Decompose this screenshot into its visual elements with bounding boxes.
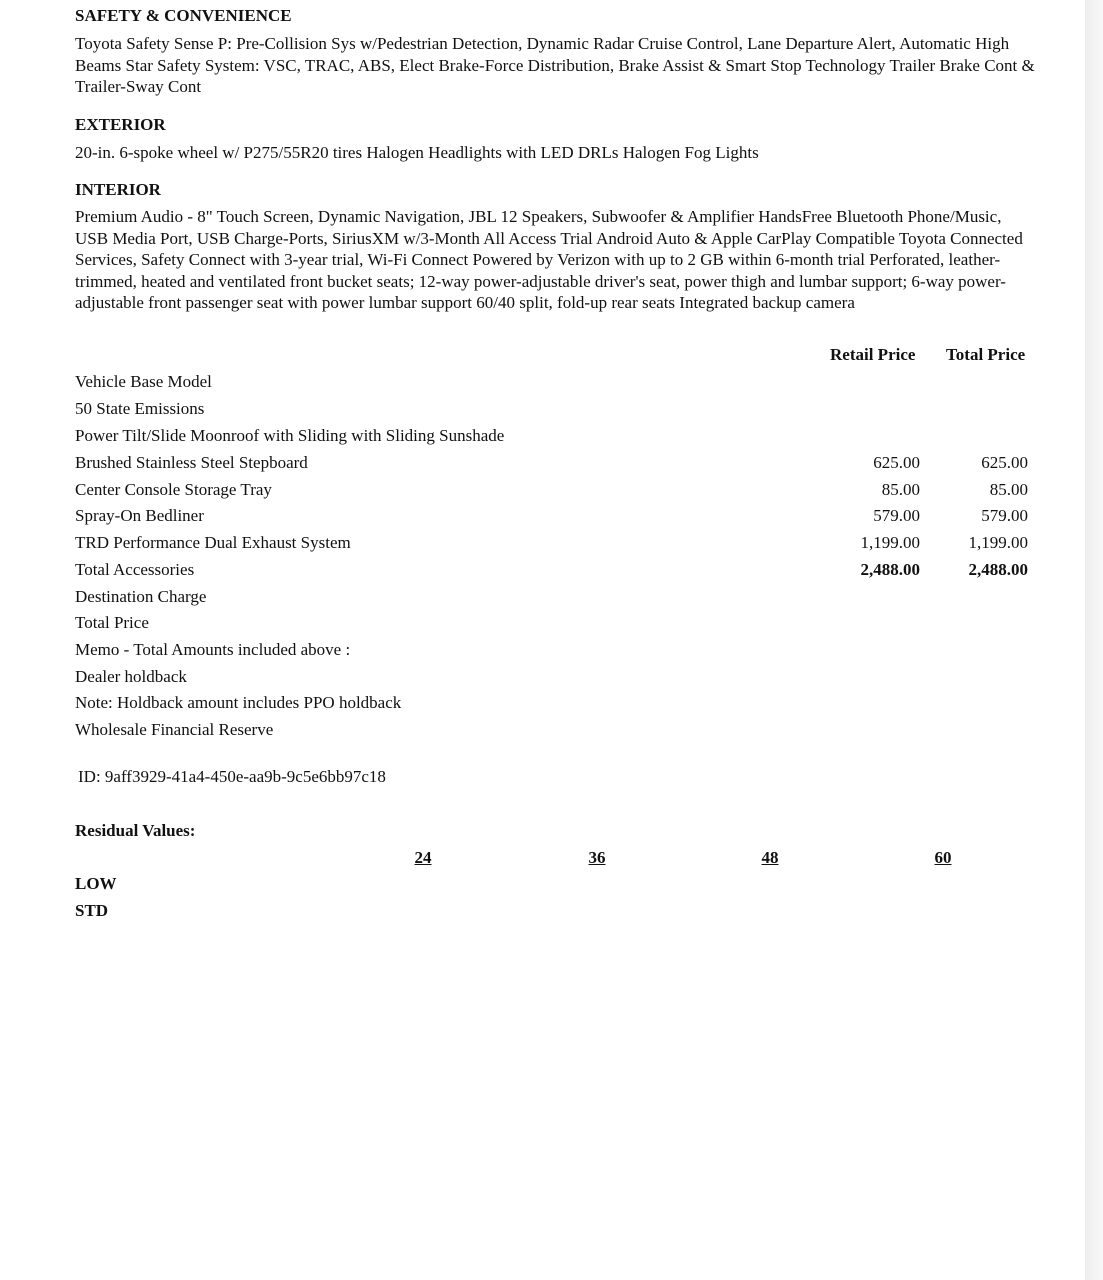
price-row-label: TRD Performance Dual Exhaust System xyxy=(75,533,351,552)
price-row-label: Center Console Storage Tray xyxy=(75,480,272,499)
price-row-total: 85.00 xyxy=(989,480,1028,499)
price-row-retail: 1,199.00 xyxy=(860,533,920,552)
price-row xyxy=(75,666,1030,688)
price-row xyxy=(75,532,1030,554)
price-row xyxy=(75,425,1030,447)
residual-values-title: Residual Values: xyxy=(75,821,196,840)
price-row-total: 579.00 xyxy=(981,506,1028,525)
price-row xyxy=(75,612,1030,634)
price-row xyxy=(75,452,1030,474)
residual-row-low: LOW xyxy=(75,874,117,893)
price-row xyxy=(75,639,1030,661)
price-row-total-accessories xyxy=(75,559,1030,581)
price-row xyxy=(75,719,1030,741)
section-text-interior: Premium Audio - 8" Touch Screen, Dynamic Navigation, JBL 12 Speakers, Subwoofer & Amplifier HandsFree Bluetooth Phone/Music, USB Media Port, USB Charge-Ports, SiriusXM w/3-Month All Access Trial Android Auto & Apple CarPlay Compatible Toyota Connected Services, Safety Connect with 3-year trial, Wi-Fi Connect Powered by Verizon with up to 2 GB within 6-month trial Perforated, leather-trimmed, heated and ventilated front bucket seats; 12-way power-adjustable driver's seat, power thigh and lumbar support; 6-way power-adjustable front passenger seat with power lumbar support 60/40 split, fold-up rear seats Integrated backup camera xyxy=(75,207,1023,312)
price-row-total: 625.00 xyxy=(981,453,1028,472)
price-row-retail: 85.00 xyxy=(881,480,920,499)
price-row-total: 1,199.00 xyxy=(968,533,1028,552)
price-row-label: Note: Holdback amount includes PPO holdback xyxy=(75,693,402,712)
price-row-retail: 579.00 xyxy=(873,506,920,525)
price-row xyxy=(75,586,1030,608)
price-row-label: Dealer holdback xyxy=(75,667,187,686)
residual-term-36: 36 xyxy=(588,848,606,867)
price-row-label: Wholesale Financial Reserve xyxy=(75,720,274,739)
residual-term-48: 48 xyxy=(761,848,779,867)
residual-row-std: STD xyxy=(75,901,109,920)
price-row xyxy=(75,371,1030,393)
residual-term-24: 24 xyxy=(414,848,432,867)
section-title-interior: INTERIOR xyxy=(75,180,161,199)
header-retail-price: Retail Price xyxy=(830,345,916,364)
price-row xyxy=(75,479,1030,501)
price-row-label: Brushed Stainless Steel Stepboard xyxy=(75,453,308,472)
price-row-retail: 2,488.00 xyxy=(860,560,920,579)
header-total-price: Total Price xyxy=(946,345,1026,364)
price-row-label: 50 State Emissions xyxy=(75,399,205,418)
price-row-label: Total Price xyxy=(75,613,149,632)
price-row xyxy=(75,505,1030,527)
price-row-label: Spray-On Bedliner xyxy=(75,506,204,525)
price-row xyxy=(75,692,1030,714)
section-title-safety: SAFETY & CONVENIENCE xyxy=(75,6,292,25)
price-row xyxy=(75,398,1030,420)
price-row-label: Destination Charge xyxy=(75,587,207,606)
price-row-label: Total Accessories xyxy=(75,560,195,579)
price-row-label: Power Tilt/Slide Moonroof with Sliding with Sliding Sunshade xyxy=(75,426,505,445)
price-row-retail: 625.00 xyxy=(873,453,920,472)
section-text-exterior: 20-in. 6-spoke wheel w/ P275/55R20 tires Halogen Headlights with LED DRLs Halogen Fog Lights xyxy=(75,143,759,162)
section-title-exterior: EXTERIOR xyxy=(75,115,166,134)
price-row-label: Memo - Total Amounts included above : xyxy=(75,640,351,659)
section-text-safety: Toyota Safety Sense P: Pre-Collision Sys w/Pedestrian Detection, Dynamic Radar Cruise Control, Lane Departure Alert, Automatic High Beams Star Safety System: VSC, TRAC, ABS, Elect Brake-Force Distribution, Brake Assist & Smart Stop Technology Trailer Brake Cont & Trailer-Sway Cont xyxy=(75,34,1035,96)
document-id: ID: 9aff3929-41a4-450e-aa9b-9c5e6bb97c18 xyxy=(78,767,386,786)
page-edge xyxy=(1085,0,1103,1280)
residual-term-60: 60 xyxy=(934,848,952,867)
price-row-total: 2,488.00 xyxy=(968,560,1028,579)
price-row-label: Vehicle Base Model xyxy=(75,372,212,391)
